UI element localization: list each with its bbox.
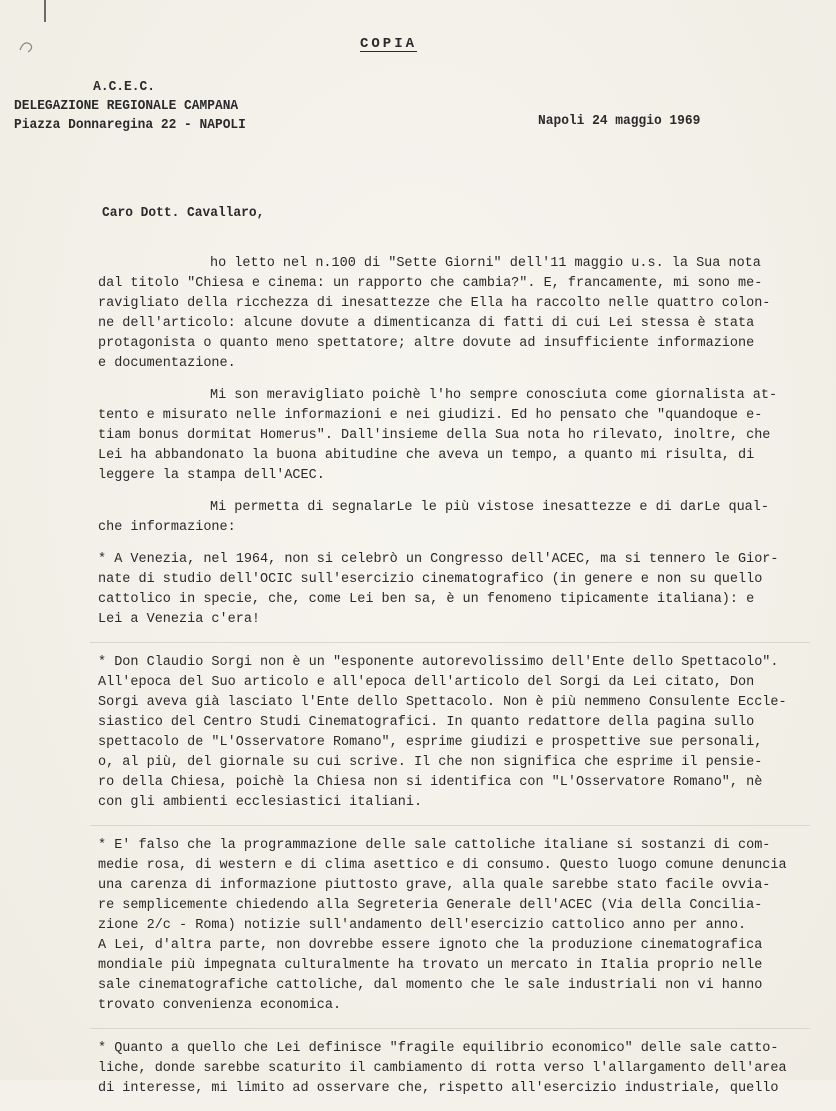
bullet-paragraph <box>98 550 810 630</box>
text-line: dal titolo "Chiesa e cinema: un rapporto che cambia?". E, francamente, mi sono me- <box>98 276 763 291</box>
text-line: o, al più, del giornale su cui scrive. Il che non significa che esprime il pensie- <box>98 755 763 770</box>
text-line: con gli ambienti ecclesiastici italiani. <box>98 795 423 810</box>
letter-date: Napoli 24 maggio 1969 <box>538 113 701 129</box>
text-line: tiam bonus dormitat Homerus". Dall'insieme della Sua nota ho rilevato, inoltre, che <box>98 428 771 443</box>
sender-address: Piazza Donnaregina 22 - NAPOLI <box>14 117 246 133</box>
text-line: e documentazione. <box>98 356 236 371</box>
text-line: * Don Claudio Sorgi non è un "esponente autorevolissimo dell'Ente dello Spettacolo". <box>98 655 779 670</box>
body-paragraph <box>98 254 810 374</box>
text-line: Mi son meravigliato poichè l'ho sempre conosciuta come giornalista at- <box>210 388 778 403</box>
sender-block <box>14 78 246 135</box>
copy-heading: COPIA <box>360 36 418 52</box>
text-line: cattolico in specie, che, come Lei ben sa, è un fenomeno tipicamente italiana): e <box>98 592 755 607</box>
text-line: Lei a Venezia c'era! <box>98 612 261 627</box>
bullet-paragraph <box>98 653 810 813</box>
paragraph-divider <box>90 825 810 826</box>
text-line: ravigliato della ricchezza di inesattezze che Ella ha raccolto nelle quattro colon- <box>98 296 771 311</box>
text-line: * A Venezia, nel 1964, non si celebrò un Congresso dell'ACEC, ma si tennero le Gior- <box>98 552 779 567</box>
text-line: di interesse, mi limito ad osservare che, rispetto all'esercizio industriale, quello <box>98 1081 779 1096</box>
paragraph-divider <box>90 1028 810 1029</box>
sender-organization: DELEGAZIONE REGIONALE CAMPANA <box>14 98 239 114</box>
salutation: Caro Dott. Cavallaro, <box>102 205 265 221</box>
text-line: Mi permetta di segnalarLe le più vistose inesattezze e di darLe qual- <box>210 500 769 515</box>
text-line: leggere la stampa dell'ACEC. <box>98 468 325 483</box>
text-line: spettacolo de "L'Osservatore Romano", esprime giudizi e prospettive sue personali, <box>98 735 763 750</box>
text-line: ho letto nel n.100 di "Sette Giorni" dell'11 maggio u.s. la Sua nota <box>210 256 761 271</box>
bullet-paragraph <box>98 1039 810 1099</box>
text-line: ne dell'articolo: alcune dovute a dimenticanza di fatti di cui Lei stessa è stata <box>98 316 755 331</box>
letter-body <box>98 254 810 1111</box>
text-line: siastico del Centro Studi Cinematografici. In quanto redattore della pagina sullo <box>98 715 755 730</box>
text-line: che informazione: <box>98 520 236 535</box>
text-line: nate di studio dell'OCIC sull'esercizio cinematografico (in genere e non su quello <box>98 572 763 587</box>
text-line: All'epoca del Suo articolo e all'epoca dell'articolo del Sorgi da Lei citato, Don <box>98 675 755 690</box>
text-line: medie rosa, di western e di clima asettico e di consumo. Questo luogo comune denuncia <box>98 858 787 873</box>
text-line: sale cinematografiche cattoliche, dal momento che le sale industriali non vi hanno <box>98 978 763 993</box>
binder-hole-mark <box>16 36 38 58</box>
text-line: protagonista o quanto meno spettatore; altre dovute ad insufficiente informazione <box>98 336 755 351</box>
text-line: mondiale più impegnata culturalmente ha trovato un mercato in Italia proprio nelle <box>98 958 763 973</box>
text-line: zione 2/c - Roma) notizie sull'andamento dell'esercizio cattolico anno per anno. <box>98 918 747 933</box>
paragraph-divider <box>90 642 810 643</box>
text-line: trovato convenienza economica. <box>98 998 342 1013</box>
text-line: * Quanto a quello che Lei definisce "fragile equilibrio economico" delle sale catto- <box>98 1041 779 1056</box>
text-line: Sorgi aveva già lasciato l'Ente dello Spettacolo. Non è più nemmeno Consulente Eccle- <box>98 695 787 710</box>
margin-tick-mark <box>44 0 46 22</box>
sender-acronym: A.C.E.C. <box>93 79 155 95</box>
text-line: una carenza di informazione piuttosto grave, alla quale sarebbe stato facile ovvia- <box>98 878 771 893</box>
text-line: tento e misurato nelle informazioni e nei giudizi. Ed ho pensato che "quandoque e- <box>98 408 763 423</box>
body-paragraph <box>98 386 810 486</box>
text-line: * E' falso che la programmazione delle sale cattoliche italiane si sostanzi di com- <box>98 838 771 853</box>
text-line: ro della Chiesa, poichè la Chiesa non si identifica con "L'Osservatore Romano", nè <box>98 775 763 790</box>
text-line: re semplicemente chiedendo alla Segreteria Generale dell'ACEC (Via della Concilia- <box>98 898 763 913</box>
text-line: A Lei, d'altra parte, non dovrebbe essere ignoto che la produzione cinematografica <box>98 938 763 953</box>
text-line: liche, donde sarebbe scaturito il cambiamento di rotta verso l'allargamento dell'area <box>98 1061 787 1076</box>
bullet-paragraph <box>98 836 810 1016</box>
body-paragraph <box>98 498 810 538</box>
text-line: Lei ha abbandonato la buona abitudine che aveva un tempo, a quanto mi risulta, di <box>98 448 755 463</box>
